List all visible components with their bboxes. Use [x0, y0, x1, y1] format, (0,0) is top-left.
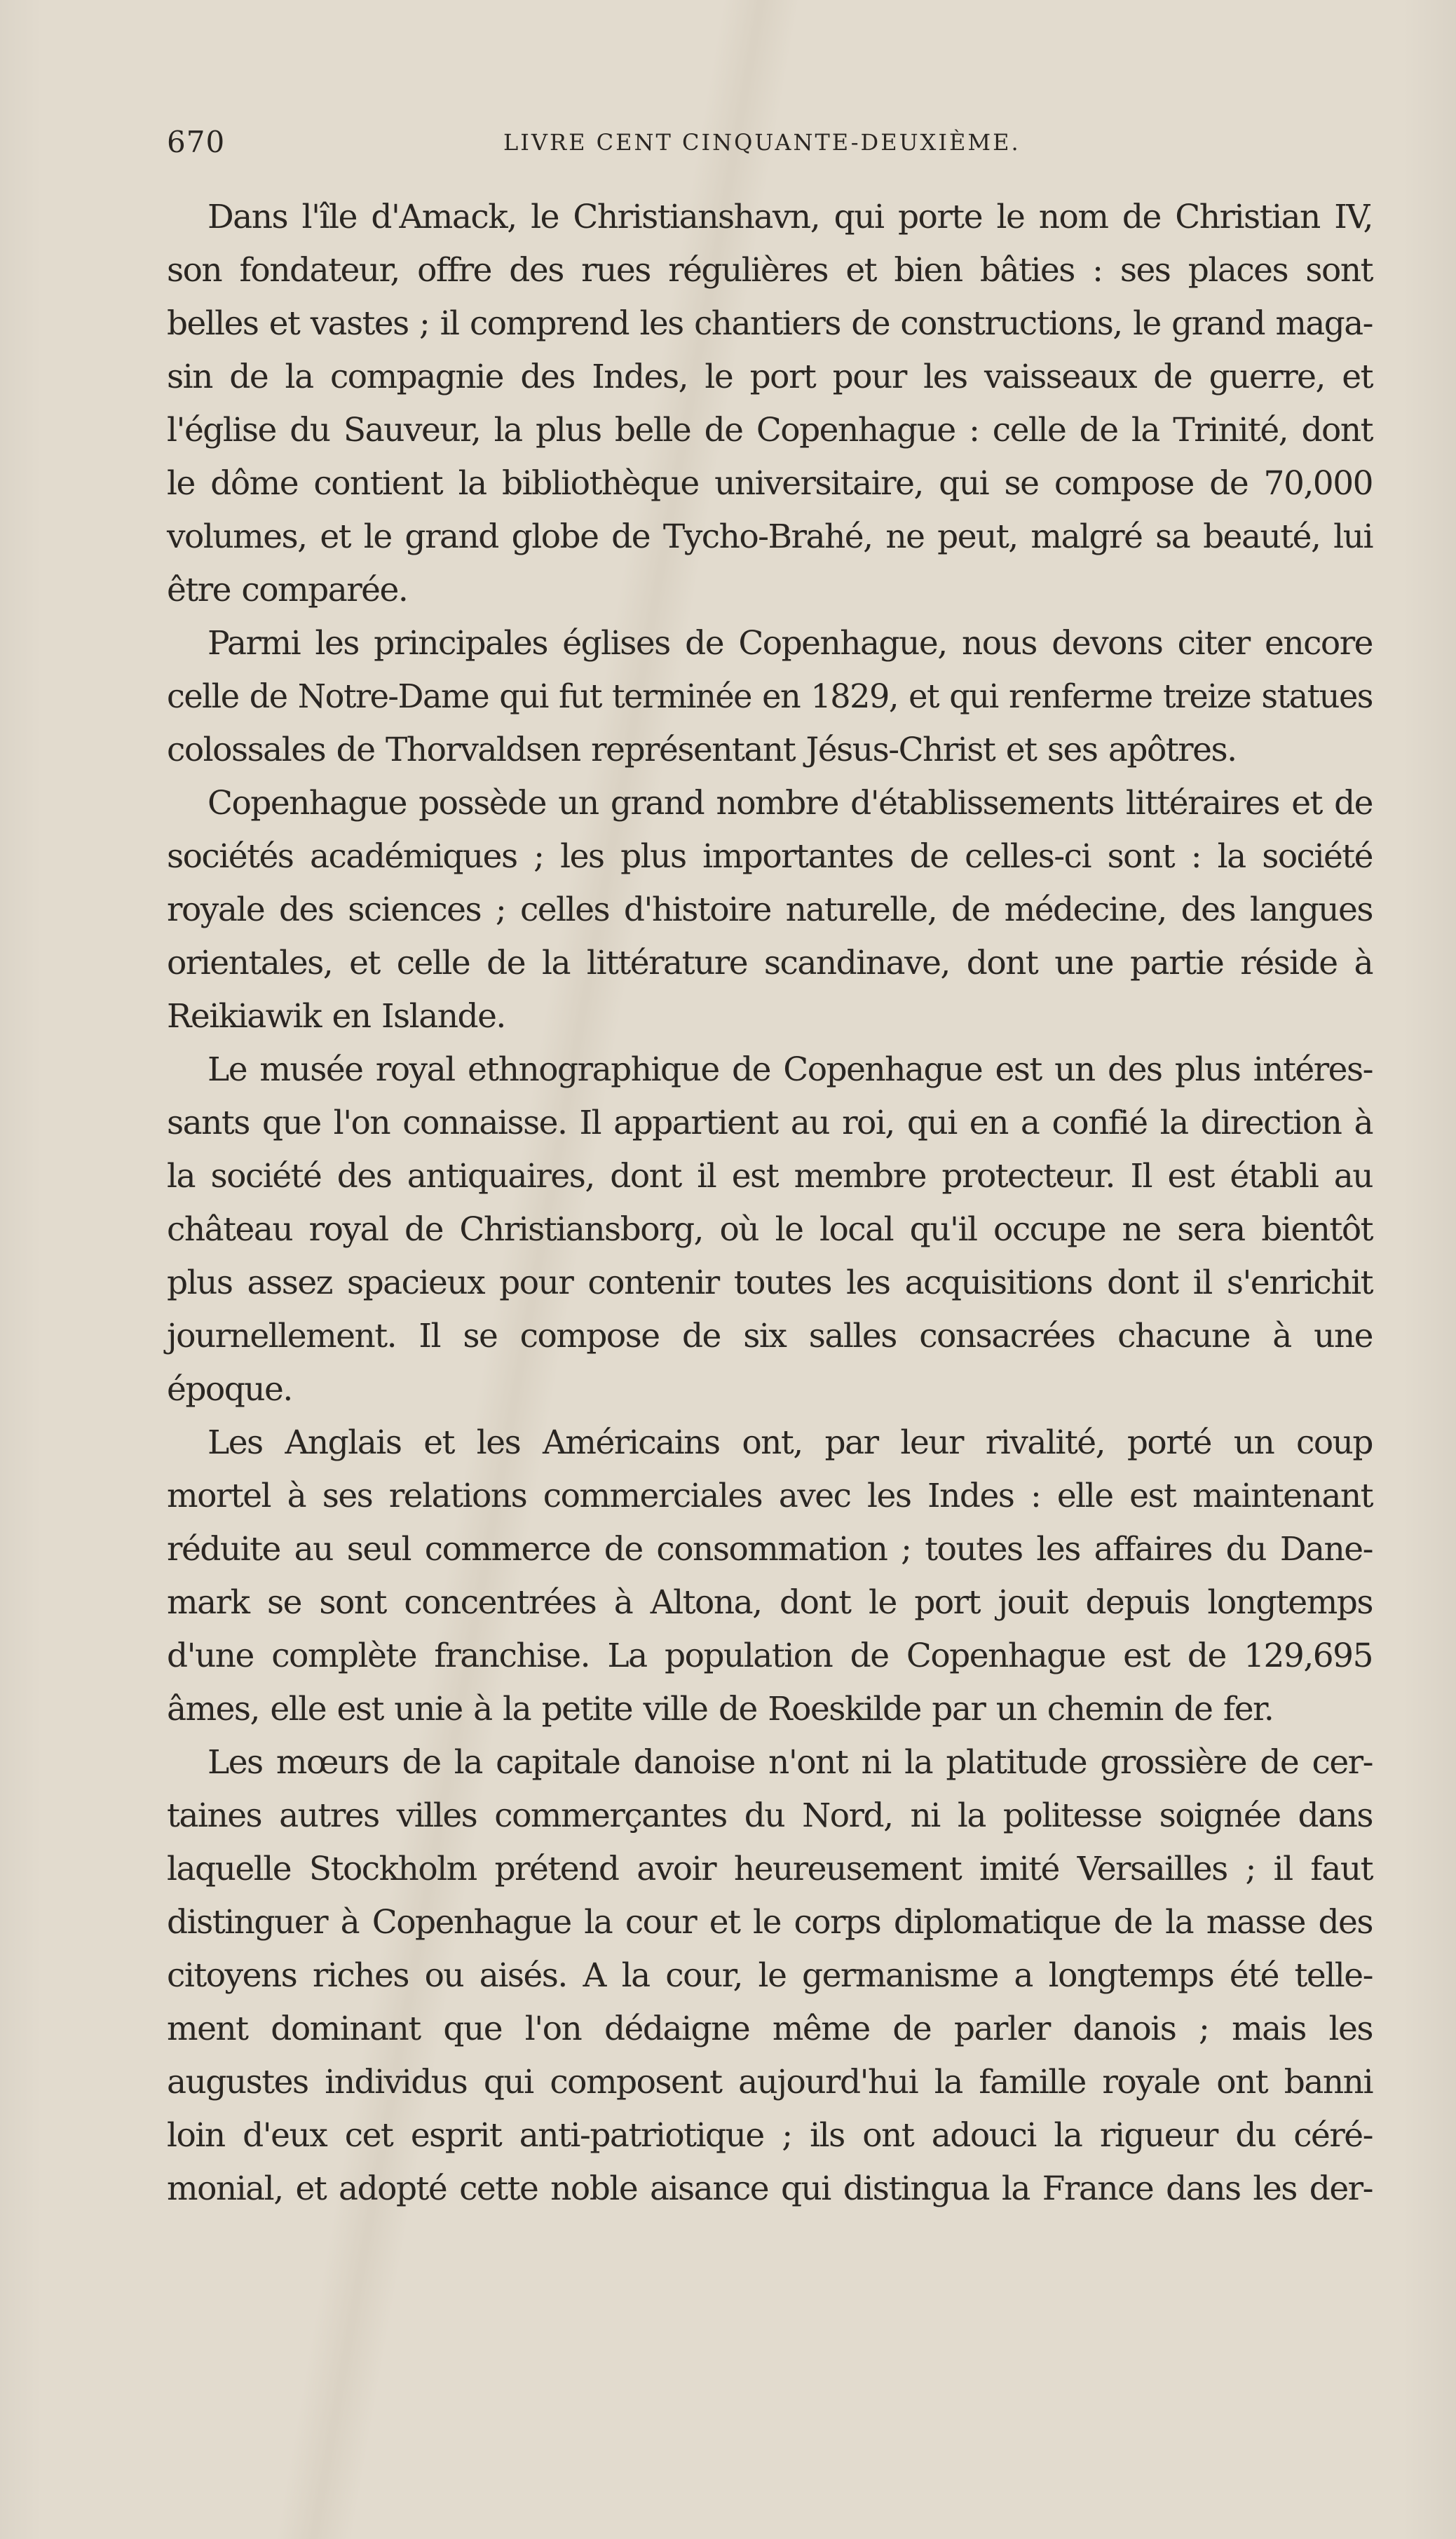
text-line: laquelle Stockholm prétend avoir heureusement imité Versailles ; il faut	[167, 1850, 1373, 1888]
body-text	[167, 191, 1373, 2216]
page-number: 670	[167, 125, 226, 159]
text-line: la société des antiquaires, dont il est membre protecteur. Il est établi au	[167, 1157, 1373, 1196]
text-line: plus assez spacieux pour contenir toutes les acquisitions dont il s'enrichit	[167, 1264, 1373, 1302]
paragraph	[167, 617, 1373, 777]
text-line: château royal de Christiansborg, où le local qu'il occupe ne sera bientôt	[167, 1210, 1373, 1249]
text-line: belles et vastes ; il comprend les chantiers de constructions, le grand maga-	[167, 304, 1373, 343]
text-line: époque.	[167, 1370, 292, 1409]
text-line: taines autres villes commerçantes du Nord, ni la politesse soignée dans	[167, 1796, 1373, 1835]
paragraph	[167, 1736, 1373, 2216]
text-line: orientales, et celle de la littérature scandinave, dont une partie réside à	[167, 944, 1373, 982]
text-line: Dans l'île d'Amack, le Christianshavn, qui porte le nom de Christian IV,	[207, 198, 1373, 236]
text-line: Le musée royal ethnographique de Copenhague est un des plus intéres-	[207, 1050, 1373, 1089]
text-line: Reikiawik en Islande.	[167, 997, 505, 1036]
text-line: son fondateur, offre des rues régulières et bien bâties : ses places sont	[167, 251, 1373, 290]
text-line: sants que l'on connaisse. Il appartient au roi, qui en a confié la direction à	[167, 1104, 1373, 1142]
text-line: réduite au seul commerce de consommation ; toutes les affaires du Dane-	[167, 1530, 1373, 1569]
text-line: mark se sont concentrées à Altona, dont le port jouit depuis longtemps	[167, 1583, 1373, 1622]
paragraph	[167, 191, 1373, 617]
text-line: Les Anglais et les Américains ont, par leur rivalité, porté un coup	[207, 1423, 1373, 1462]
text-line: ment dominant que l'on dédaigne même de parler danois ; mais les	[167, 2010, 1373, 2048]
paragraph	[167, 777, 1373, 1043]
text-line: journellement. Il se compose de six salles consacrées chacune à une	[167, 1317, 1373, 1355]
text-line: colossales de Thorvaldsen représentant Jésus-Christ et ses apôtres.	[167, 731, 1237, 769]
text-line: être comparée.	[167, 571, 408, 609]
text-line: mortel à ses relations commerciales avec les Indes : elle est maintenant	[167, 1477, 1373, 1515]
text-line: Les mœurs de la capitale danoise n'ont ni la platitude grossière de cer-	[207, 1743, 1373, 1782]
paragraph	[167, 1416, 1373, 1736]
running-title: LIVRE CENT CINQUANTE-DEUXIÈME.	[503, 129, 1021, 156]
text-line: distinguer à Copenhague la cour et le corps diplomatique de la masse des	[167, 1903, 1373, 1942]
text-line: le dôme contient la bibliothèque universitaire, qui se compose de 70,000	[167, 464, 1373, 503]
paragraph	[167, 1043, 1373, 1416]
text-line: d'une complète franchise. La population de Copenhague est de 129,695	[167, 1637, 1373, 1675]
text-line: sociétés académiques ; les plus importantes de celles-ci sont : la société	[167, 837, 1373, 876]
text-line: monial, et adopté cette noble aisance qui distingua la France dans les der-	[167, 2169, 1373, 2208]
text-line: Parmi les principales églises de Copenhague, nous devons citer encore	[207, 624, 1373, 663]
text-line: royale des sciences ; celles d'histoire naturelle, de médecine, des langues	[167, 891, 1373, 929]
text-line: loin d'eux cet esprit anti-patriotique ; ils ont adouci la rigueur du céré-	[167, 2116, 1373, 2155]
text-line: augustes individus qui composent aujourd'hui la famille royale ont banni	[167, 2063, 1373, 2101]
text-line: celle de Notre-Dame qui fut terminée en 1829, et qui renferme treize statues	[167, 677, 1373, 716]
text-line: l'église du Sauveur, la plus belle de Copenhague : celle de la Trinité, dont	[167, 411, 1373, 449]
text-line: Copenhague possède un grand nombre d'établissements littéraires et de	[207, 784, 1373, 822]
text-line: âmes, elle est unie à la petite ville de Roeskilde par un chemin de fer.	[167, 1690, 1274, 1728]
running-head	[167, 125, 1373, 167]
text-line: volumes, et le grand globe de Tycho-Brahé, ne peut, malgré sa beauté, lui	[167, 517, 1373, 556]
text-line: citoyens riches ou aisés. A la cour, le germanisme a longtemps été telle-	[167, 1956, 1373, 1995]
text-line: sin de la compagnie des Indes, le port pour les vaisseaux de guerre, et	[167, 358, 1373, 396]
